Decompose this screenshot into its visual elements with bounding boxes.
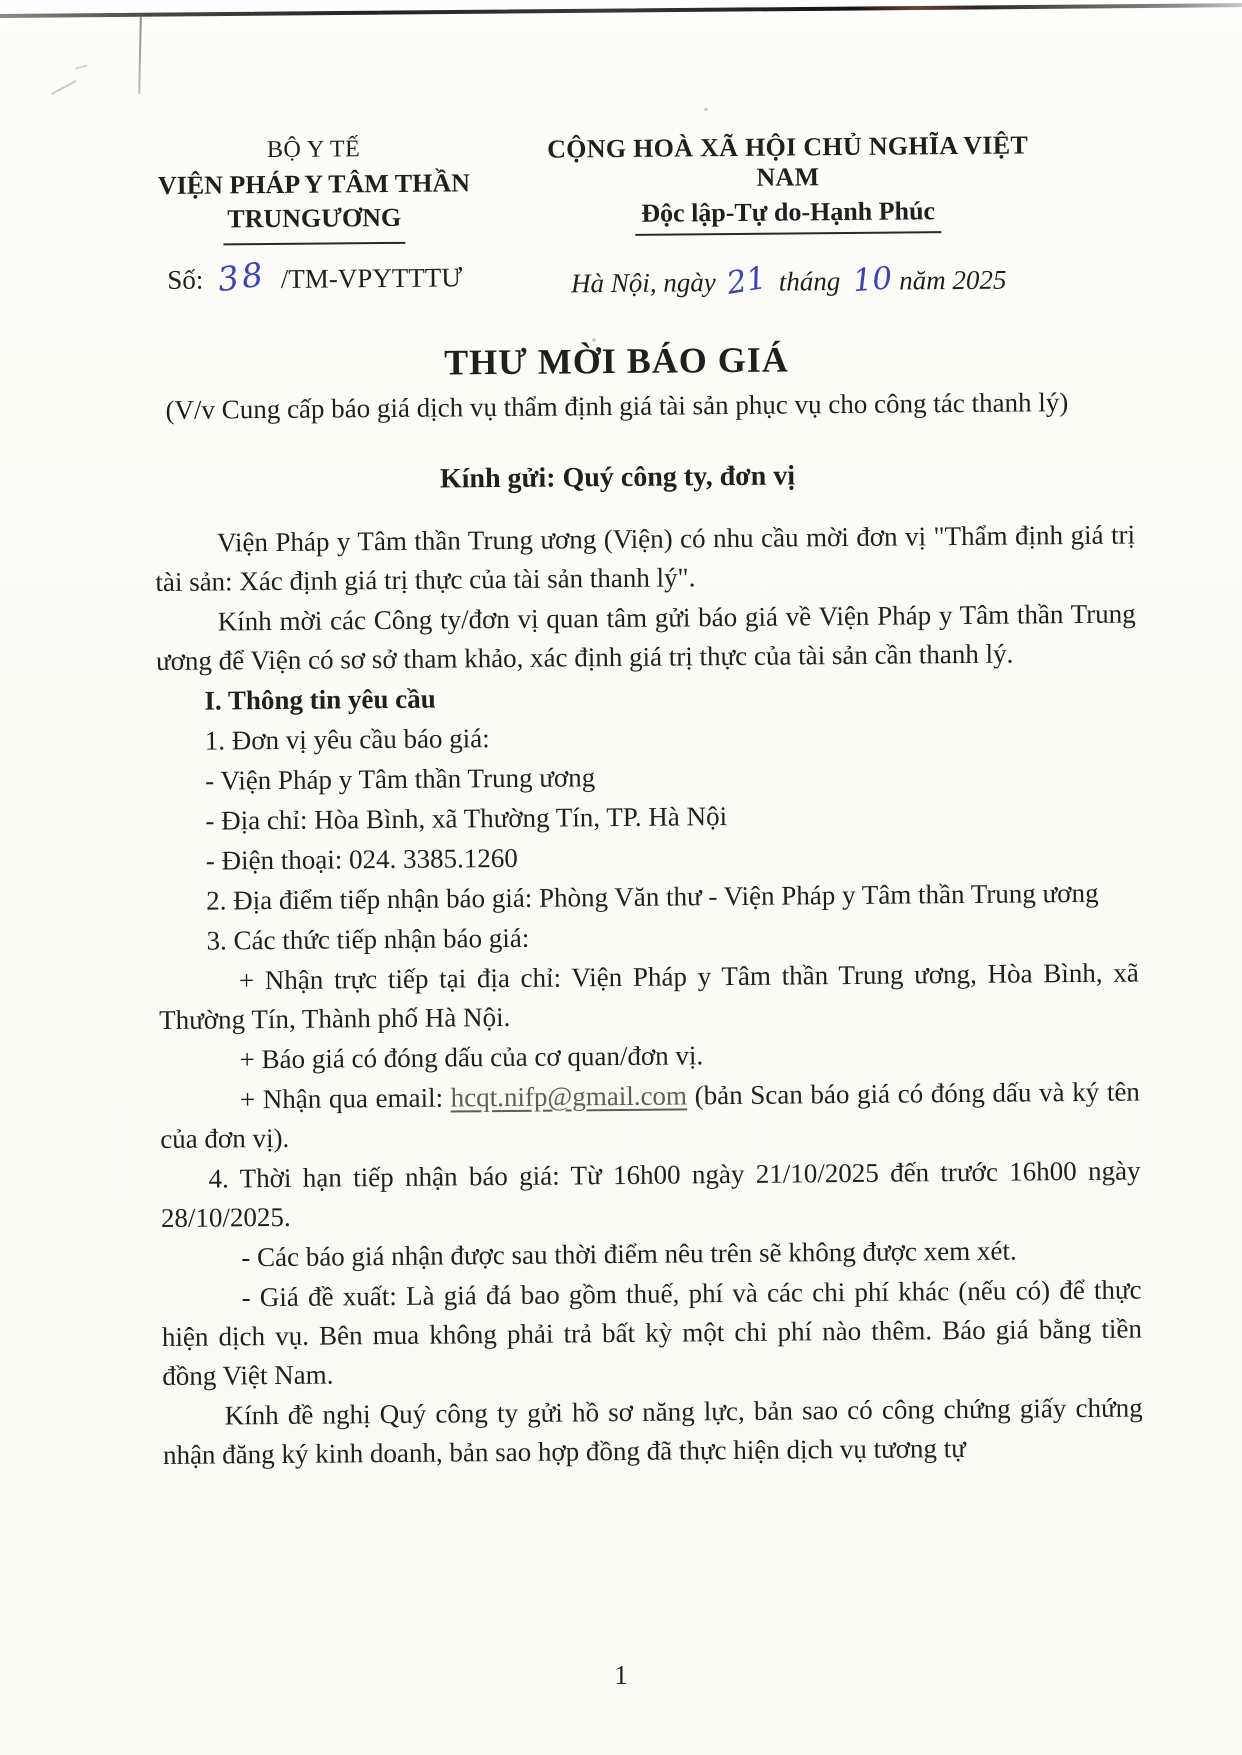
date-month-handwritten: 10	[851, 260, 894, 300]
issuing-agency-block	[114, 135, 515, 304]
date-suffix: năm 2025	[899, 264, 1007, 296]
email-line-prefix: + Nhận qua email:	[239, 1082, 451, 1115]
document-number-handwritten: 38	[215, 254, 269, 300]
document-number-suffix: /TM-VPYTTTƯ	[280, 262, 463, 294]
date-prefix: Hà Nội, ngày	[570, 267, 716, 299]
email-address: hcqt.nifp@gmail.com	[450, 1080, 688, 1113]
document-number-label: Số:	[167, 264, 204, 295]
item-method-direct: + Nhận trực tiếp tại địa chỉ: Viện Pháp y Tâm thần Trung ương, Hòa Bình, xã Thường Tín, Thành phố Hà Nội.	[159, 957, 1139, 1036]
item-method-stamp: + Báo giá có đóng dấu của cơ quan/đơn vị.	[239, 1040, 704, 1075]
national-motto-block	[517, 130, 1058, 301]
section-1-heading: I. Thông tin yêu cầu	[204, 683, 436, 716]
place-date-line	[519, 260, 1059, 301]
date-day-handwritten: 21	[723, 259, 769, 302]
item-late-quotes: - Các báo giá nhận được sau thời điểm nêu trên sẽ không được xem xét.	[241, 1235, 1017, 1273]
paragraph-request-documents: Kính đề nghị Quý công ty gửi hồ sơ năng lực, bản sao có công chứng giấy chứng nhận đăng ký kinh doanh, bản sao hợp đồng đã thực hiện dịch vụ tương tự	[162, 1392, 1143, 1471]
document-title: THƯ MỜI BÁO GIÁ	[443, 339, 789, 383]
item-4-deadline: 4. Thời hạn tiếp nhận báo giá: Từ 16h00 ngày 21/10/2025 đến trước 16h00 ngày 28/10/2025.	[160, 1155, 1141, 1234]
national-motto-line2-wrap	[518, 195, 1058, 237]
item-proposed-price: - Giá đề xuất: Là giá đá bao gồm thuế, phí và các chi phí khác (nếu có) để thực hiện dịch vụ. Bên mua không phải trả bất kỳ một chi phí nào thêm. Báo giá bằng tiền đồng Việt Nam.	[161, 1274, 1143, 1392]
paragraph-invitation: Kính mời các Công ty/đơn vị quan tâm gửi báo giá về Viện Pháp y Tâm thần Trung ương để Viện có sơ sở tham khảo, xác định giá trị thực của tài sản cần thanh lý.	[155, 598, 1136, 677]
national-motto-line1: CỘNG HOÀ XÃ HỘI CHỦ NGHĨA VIỆT NAM	[547, 130, 1029, 192]
item-method-email	[160, 1072, 1141, 1159]
date-mid: tháng	[778, 266, 841, 297]
item-address: - Địa chỉ: Hòa Bình, xã Thường Tín, TP. Hà Nội	[205, 801, 728, 836]
item-phone: - Điện thoại: 024. 3385.1260	[205, 842, 518, 876]
document-body	[155, 515, 1143, 1475]
email-line-suffix: (bản Scan báo giá có đóng dấu và ký tên của đơn vị).	[160, 1076, 1140, 1155]
item-1-requesting-unit: 1. Đơn vị yêu cầu báo giá:	[204, 723, 490, 756]
item-3-reception-methods: 3. Các thức tiếp nhận báo giá:	[206, 922, 530, 956]
page-number: 1	[614, 1660, 628, 1690]
institute-name-line2: TRUNGƯƠNG	[223, 201, 405, 246]
letterhead	[0, 0, 1237, 305]
salutation: Kính gửi: Quý công ty, đơn vị	[439, 460, 796, 495]
paragraph-demand: Viện Pháp y Tâm thần Trung ương (Viện) có nhu cầu mời đơn vị "Thẩm định giá trị tài sản: Xác định giá trị thực của tài sản thanh lý".	[155, 519, 1136, 598]
item-2-reception-place: 2. Địa điểm tiếp nhận báo giá: Phòng Văn thư - Viện Pháp y Tâm thần Trung ương	[206, 877, 1099, 916]
ministry-name: BỘ Y TẾ	[266, 136, 361, 164]
document-subject: (V/v Cung cấp báo giá dịch vụ thẩm định giá tài sản phục vụ cho công tác thanh lý)	[165, 387, 1069, 425]
item-unit-name: - Viện Pháp y Tâm thần Trung ương	[204, 762, 596, 796]
national-motto-line2: Độc lập-Tự do-Hạnh Phúc	[635, 196, 941, 236]
institute-name	[114, 166, 515, 246]
document-number-line	[115, 254, 515, 300]
institute-name-line1: VIỆN PHÁP Y TÂM THẦN	[157, 168, 471, 201]
